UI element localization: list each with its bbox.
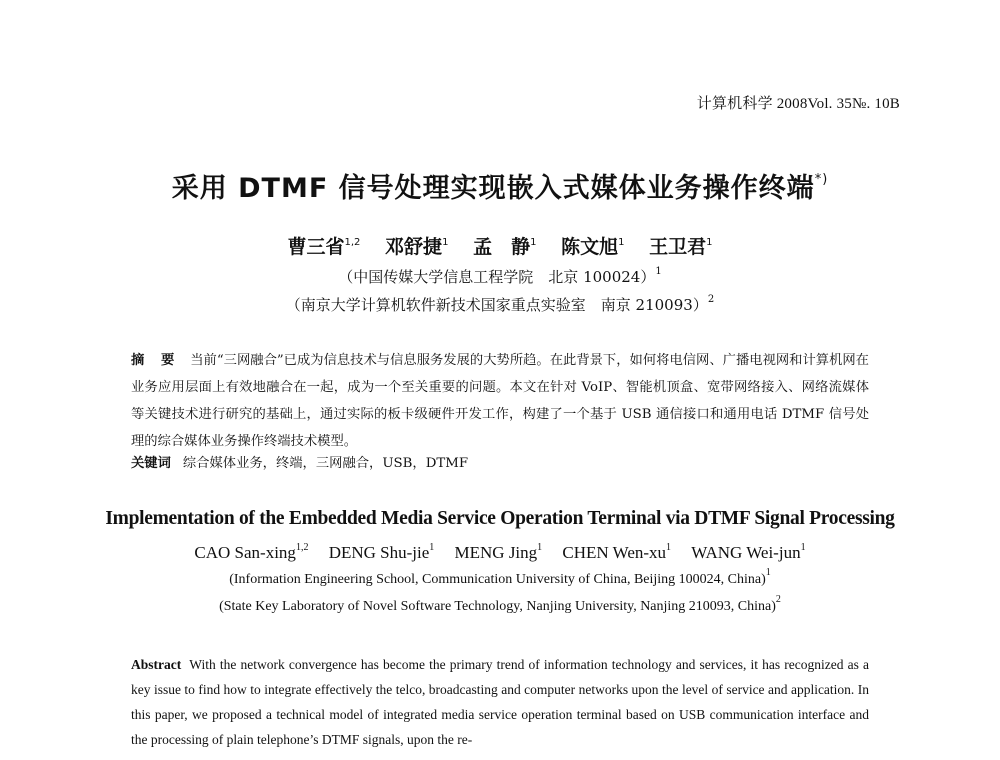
chinese-author: 孟 静$^1$ — [473, 236, 537, 258]
english-authors — [0, 543, 1000, 563]
chinese-abstract — [131, 347, 869, 455]
english-abstract-label: Abstract — [131, 657, 182, 672]
chinese-keywords — [131, 452, 869, 471]
english-author: WANG Wei-jun$^1$ — [691, 542, 806, 562]
english-author: DENG Shu-jie$^1$ — [328, 542, 435, 562]
chinese-abstract-text: 当前“三网融合”已成为信息技术与信息服务发展的大势所趋。在此背景下，如何将电信网、广播电视网和计算机网在业务应用层面上有效地融合在一起，成为一个至关重要的问题。本文在针对 VoIP、智能机顶盒、宽带网络接入、网络流媒体等关键技术进行研究的基础上，通过实际的板卡级硬件开发工作，构建了一个基于 USB 通信接口和通用电话 DTMF 信号处理的综合媒体业务操作终端技术模型。 — [131, 353, 869, 449]
chinese-author: 曹三省$^{1,2}$ — [287, 236, 361, 258]
chinese-keywords-text: 综合媒体业务，终端，三网融合，USB，DTMF — [182, 456, 469, 471]
english-title: Implementation of the Embedded Media Service Operation Terminal via DTMF Signal Processing — [105, 508, 895, 529]
chinese-title — [0, 166, 1000, 205]
chinese-authors — [0, 232, 1000, 259]
english-affiliation-1: (Information Engineering School, Communication University of China, Beijing 100024, China)$^1$ — [229, 567, 771, 587]
english-author: CHEN Wen-$xu^1$ — [562, 542, 672, 562]
journal-header: 计算机科学 2008Vol. 35№. 10B — [696, 96, 900, 112]
chinese-title-text: 采用 DTMF 信号处理实现嵌入式媒体业务操作终端 — [171, 173, 815, 204]
chinese-author: 王卫君$^1$ — [649, 236, 713, 258]
english-abstract — [131, 652, 869, 752]
english-author: CAO San-xing$^{1,2}$ — [194, 542, 309, 562]
title-footnote-mark: *) — [814, 172, 829, 187]
chinese-affiliation-1: （中国传媒大学信息工程学院 北京 100024）$^1$ — [338, 266, 662, 286]
chinese-author: 邓舒捷$^1$ — [385, 236, 449, 258]
english-author: MENG Jing$^1$ — [454, 542, 543, 562]
chinese-affiliation-2: （南京大学计算机软件新技术国家重点实验室 南京 210093）$^2$ — [285, 294, 715, 314]
chinese-keywords-label: 关键词 — [131, 456, 171, 471]
chinese-author: 陈文旭$^1$ — [561, 236, 625, 258]
chinese-abstract-label: 摘 要 — [131, 353, 181, 368]
english-abstract-text: With the network convergence has become the primary trend of information technology and services, it has recognized as a key issue to find how to integrate effectively the telco, broadcasting and computer networks upon the level of service and application. In this paper, we proposed a technical model of integrated media service operation terminal based on USB communication interface and the processing of plain telephone’s DTMF signals, upon the re- — [131, 657, 869, 747]
english-affiliation-2: (State Key Laboratory of Novel Software Technology, Nanjing University, Nanjing 210093, China)$^2$ — [219, 594, 781, 614]
